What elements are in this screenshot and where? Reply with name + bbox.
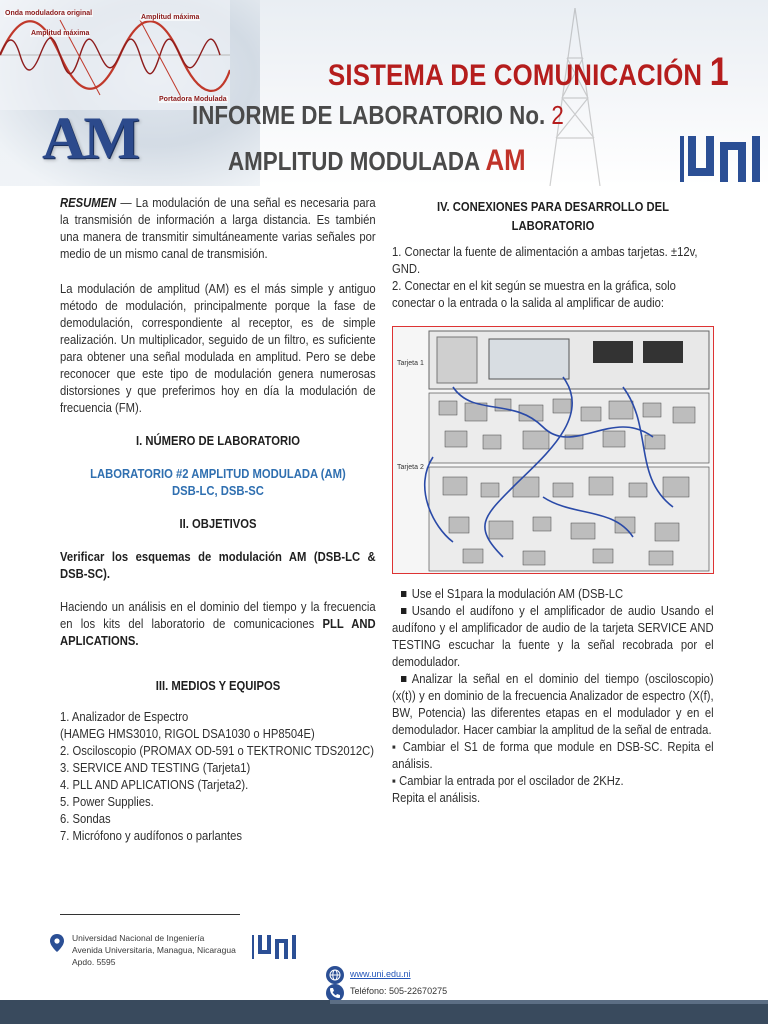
equipment-item: 5. Power Supplies. (60, 795, 154, 809)
figure-label-tarjeta2: Tarjeta 2 (397, 464, 424, 471)
objective-2 (60, 599, 376, 650)
page-header (0, 0, 768, 186)
wave-label-amplitud-right: Amplitud máxima (141, 14, 200, 21)
wave-label-amplitud-left: Amplitud máxima (31, 30, 90, 37)
figure-label-tarjeta1: Tarjeta 1 (397, 360, 424, 367)
report-title (192, 100, 564, 131)
report-title-number: 2 (551, 100, 564, 130)
equipment-item: 1. Analizador de Espectro (60, 710, 189, 724)
section-conexiones: IV. CONEXIONES PARA DESARROLLO DEL LABORATORIO (436, 200, 670, 233)
bullet-square-icon (401, 676, 406, 682)
equipment-item: 2. Osciloscopio (PROMAX OD-591 o TEKTRONIC TDS2012C) (60, 744, 375, 758)
intro-paragraph-text: La modulación de amplitud (AM) es el más simple y antiguo método de modulación, principalmente porque la fase de demodulación, correspondiente al receptor, es de simple realización. Un multiplicador, seguido de un filtro, es suficiente para obtener una señal modulada en amplitud. Pero se debe reconocer que este tipo de modulación genera numerosas distorsiones y que preferimos hoy en día la modulación de frecuencia (FM). (60, 282, 376, 415)
wave-label-portadora: Portadora Modulada (159, 96, 227, 103)
bullet-square-icon: ▪ (392, 740, 403, 754)
equipment-item: (HAMEG HMS3010, RIGOL DSA1030 o HP8504E) (60, 727, 315, 741)
course-title-text: SISTEMA DE COMUNICACIÓN (328, 59, 703, 92)
am-logo: AM (42, 105, 138, 171)
subject-title-abbr: AM (485, 144, 526, 177)
bottom-bar-stripe (330, 1000, 768, 1004)
address-line: Universidad Nacional de Ingeniería (72, 933, 205, 943)
equipment-list (60, 709, 376, 845)
bullet-square-icon (401, 608, 406, 614)
course-title-number: 1 (709, 50, 729, 94)
section-numero-laboratorio: I. NÚMERO DE LABORATORIO (136, 434, 300, 448)
lab-name: LABORATORIO #2 AMPLITUD MODULADA (AM) DSB-LC, DSB-SC (90, 467, 346, 498)
location-pin-icon (50, 934, 64, 952)
objective-2-bold: PLL AND APLICATIONS. (60, 617, 376, 648)
abstract (60, 195, 376, 263)
bottom-bar (0, 1000, 768, 1024)
lab-kit-diagram (392, 326, 714, 574)
subject-title (228, 144, 526, 178)
step-item: 1. Conectar la fuente de alimentación a ambas tarjetas. ±12v, GND. (392, 245, 698, 276)
objective-1: Verificar los esquemas de modulación AM (DSB-LC & DSB-SC). (60, 550, 376, 581)
intro-paragraph (60, 281, 376, 417)
website-link[interactable]: www.uni.edu.ni (350, 969, 411, 979)
abstract-text: La modulación de una señal es necesaria para la transmisión de información a larga distancia. Es también una manera de transmitir simultáneamente varias señales por medio de un mismo canal de transmisión. (60, 196, 376, 261)
procedure-bullet: ▪ Cambiar la entrada por el oscilador de 2KHz. (392, 774, 624, 788)
globe-icon (326, 966, 344, 984)
antenna-tower-icon (540, 8, 610, 186)
equipment-item: 6. Sondas (60, 812, 111, 826)
address-line: Avenida Universitaria, Managua, Nicaragua (72, 945, 236, 955)
abstract-label: RESUMEN (60, 196, 117, 210)
procedure-bullet: Use el S1para la modulación AM (DSB-LC (392, 586, 714, 603)
step-item: 2. Conectar en el kit según se muestra en la gráfica, solo conectar o la entrada o la salida al amplificar de audio: (392, 279, 676, 310)
procedure-list (392, 586, 714, 807)
lab-kit-schematic (393, 327, 714, 574)
right-column (392, 198, 714, 807)
uni-mini-logo (252, 934, 304, 960)
equipment-item: 3. SERVICE AND TESTING (Tarjeta1) (60, 761, 251, 775)
report-title-text: INFORME DE LABORATORIO No. (192, 100, 546, 130)
footnote-divider (60, 914, 240, 915)
procedure-bullet: Analizar la señal en el dominio del tiempo (osciloscopio)(x(t)) y en dominio de la frecuencia Analizador de espectro (X(f), BW, Potencia) las diferentes etapas en el modulador y en el demodulador. Hacer cambiar la amplitud de la señal de entrada. (392, 672, 714, 737)
procedure-bullet: Usando el audífono y el amplificador de audio Usando el audífono y el amplificador de audio de la tarjeta SERVICE AND TESTING escuchar la fuente y la señal recobrada por el demodulador. (392, 604, 714, 669)
wave-label-moduladora: Onda moduladora original (5, 10, 93, 17)
procedure-closing: Repita el análisis. (392, 791, 481, 805)
abstract-dash: — (116, 196, 136, 210)
section-medios-equipos: III. MEDIOS Y EQUIPOS (155, 679, 281, 693)
objective-2-text: Haciendo un análisis en el dominio del tiempo y la frecuencia en los kits del laboratorio de comunicaciones (60, 600, 376, 631)
address-line: Apdo. 5595 (72, 957, 116, 967)
uni-logo (680, 134, 760, 184)
subject-title-text: AMPLITUD MODULADA (228, 146, 480, 176)
bullet-square-icon (401, 591, 406, 597)
procedure-bullet: ▪ Cambiar el S1 de forma que module en DSB-SC. Repita el análisis. (392, 740, 714, 771)
section-objetivos: II. OBJETIVOS (179, 517, 257, 531)
bullet-square-icon: ▪ (392, 774, 400, 788)
equipment-item: 7. Micrófono y audífonos o parlantes (60, 829, 242, 843)
course-title (328, 50, 729, 95)
left-column (60, 195, 376, 845)
equipment-item: 4. PLL AND APLICATIONS (Tarjeta2). (60, 778, 249, 792)
phone-number: Teléfono: 505-22670275 (350, 986, 448, 996)
connection-steps (392, 244, 714, 312)
